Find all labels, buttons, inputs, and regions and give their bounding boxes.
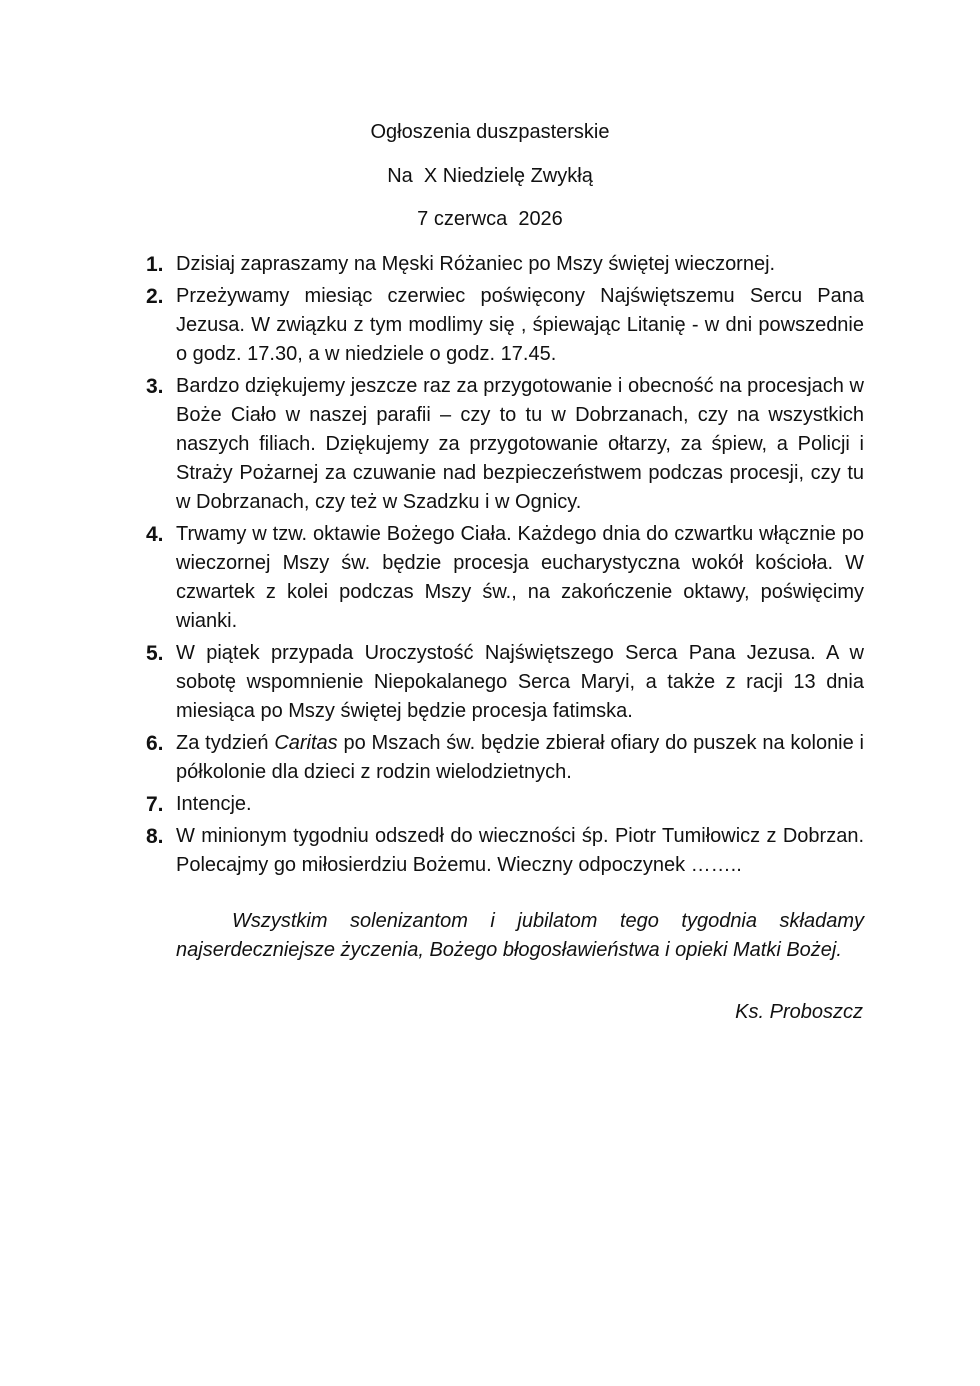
item-number: 6.: [146, 732, 164, 755]
item-number: 3.: [146, 375, 164, 398]
item-number: 8.: [146, 825, 164, 848]
list-item: [146, 520, 864, 636]
item-text: Intencje.: [176, 793, 252, 815]
date-line: 7 czerwca 2026: [417, 208, 563, 230]
item-number: 7.: [146, 793, 164, 816]
item-number: 2.: [146, 285, 164, 308]
item-text: [176, 729, 864, 787]
list-item: [146, 729, 864, 787]
item-text-start: Za tydzień: [176, 732, 275, 754]
item-text: W minionym tygodniu odszedł do wieczności śp. Piotr Tumiłowicz z Dobrzan. Polecajmy go miłosierdziu Bożemu. Wieczny odpoczynek ……..: [176, 825, 864, 876]
item-text: W piątek przypada Uroczystość Najświętszego Serca Pana Jezusa. A w sobotę wspomnienie Niepokalanego Serca Maryi, a także z racji 13 dnia miesiąca po Mszy świętej będzie procesja fatimska.: [176, 642, 864, 722]
announcement-list: [146, 250, 864, 883]
item-text: Przeżywamy miesiąc czerwiec poświęcony Najświętszemu Sercu Pana Jezusa. W związku z tym modlimy się , śpiewając Litanię - w dni powszednie o godz. 17.30, a w niedziele o godz. 17.45.: [176, 285, 864, 365]
item-text: Bardzo dziękujemy jeszcze raz za przygotowanie i obecność na procesjach w Boże Ciało w naszej parafii – czy to tu w Dobrzanach, czy na wszystkich naszych filiach. Dziękujemy za przygotowanie ołtarzy, za śpiew, a Policji i Straży Pożarnej za czuwanie nad bezpieczeństwem podczas procesji, czy tu w Dobrzanach, czy też w Szadzku i w Ognicy.: [176, 375, 864, 513]
caritas-italic: Caritas: [274, 732, 338, 754]
item-number: 5.: [146, 642, 164, 665]
list-item: [146, 639, 864, 726]
item-text: Trwamy w tzw. oktawie Bożego Ciała. Każdego dnia do czwartku włącznie po wieczornej Mszy św. będzie procesja eucharystyczna wokół kościoła. W czwartek z kolei podczas Mszy św., na zakończenie oktawy, poświęcimy wianki.: [176, 523, 864, 632]
item-number: 4.: [146, 523, 164, 546]
list-item: [146, 790, 864, 819]
list-item: [146, 822, 864, 880]
item-number: 1.: [146, 253, 164, 276]
item-text-end: po Mszach św. będzie zbierał ofiary do puszek na kolonie i półkolonie dla dzieci z rodzin wielodzietnych.: [176, 732, 864, 783]
occasion-line: Na X Niedzielę Zwykłą: [387, 165, 593, 187]
list-item: [146, 282, 864, 369]
item-text: Dzisiaj zapraszamy na Męski Różaniec po Mszy świętej wieczornej.: [176, 253, 776, 275]
page-title: Ogłoszenia duszpasterskie: [370, 121, 610, 143]
list-item: [146, 250, 864, 279]
signature: Ks. Proboszcz: [735, 1001, 863, 1023]
list-item: [146, 372, 864, 517]
closing-wishes: Wszystkim solenizantom i jubilatom tego tygodnia składamy najserdeczniejsze życzenia, Bożego błogosławieństwa i opieki Matki Bożej.: [176, 910, 864, 961]
